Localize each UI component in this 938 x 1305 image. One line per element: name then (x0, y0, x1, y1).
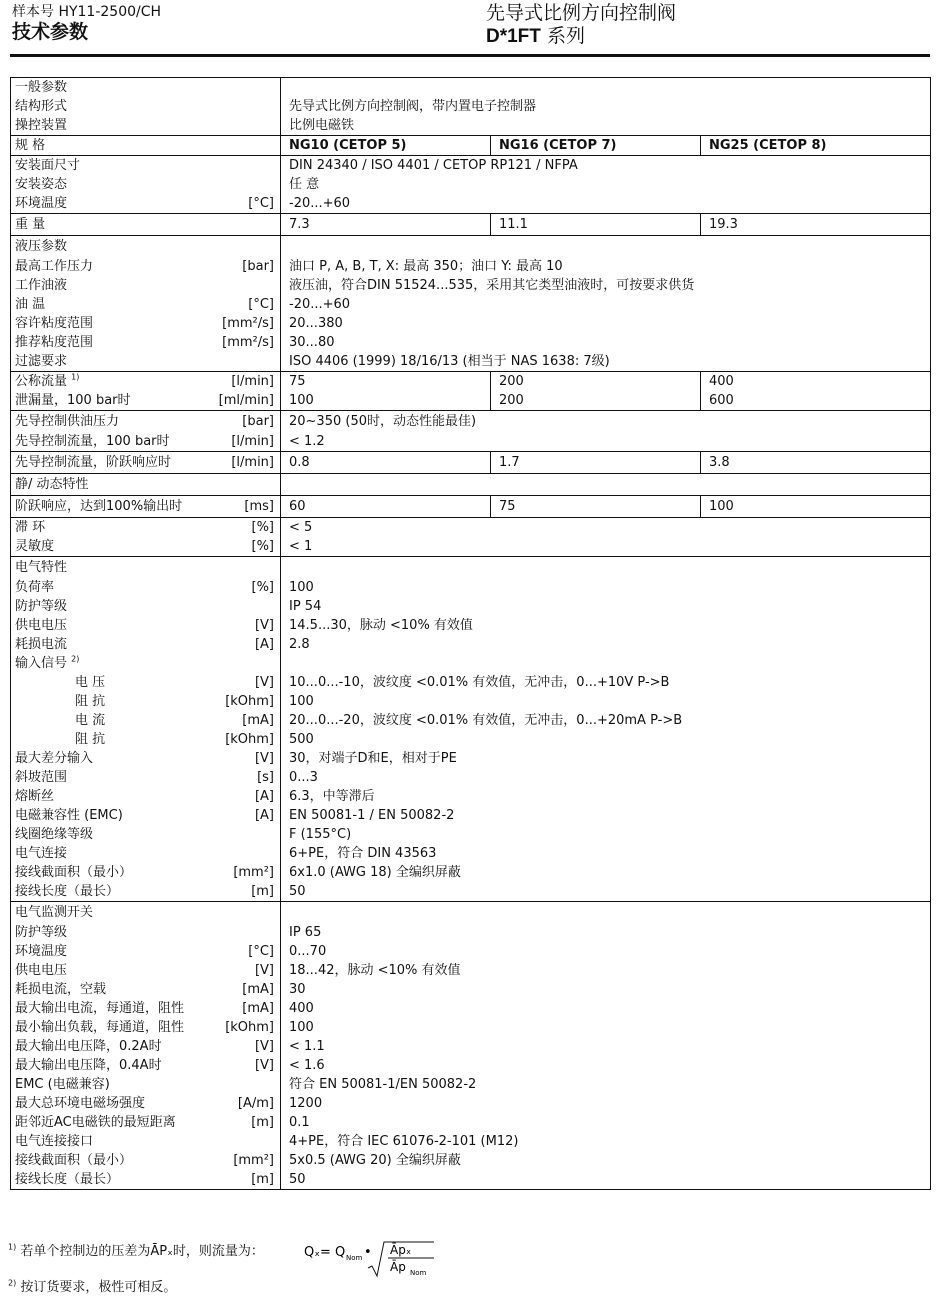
param-label: 环境温度 (11, 194, 201, 214)
leak-ng10: 100 (281, 391, 491, 411)
spec-row (11, 654, 931, 673)
param-value: 50 (281, 1170, 931, 1190)
step-ng25: 100 (701, 496, 931, 518)
param-unit: [%] (201, 518, 281, 538)
sample-number: 样本号 HY11-2500/CH (12, 4, 162, 20)
leak-ng16: 200 (491, 391, 701, 411)
param-value: -20...+60 (281, 194, 931, 214)
spec-row (11, 352, 931, 372)
param-label: 先导控制流量，阶跃响应时 (11, 452, 201, 474)
spec-row (11, 1075, 931, 1094)
spec-row-flow (11, 372, 931, 392)
footnote-ref: 1) (71, 372, 80, 382)
param-unit: [m] (201, 1113, 281, 1132)
param-value: 0...70 (281, 942, 931, 961)
param-value: 20...380 (281, 314, 931, 333)
footnote-text: 若单个控制边的压差为ĀPₓ时，则流量为： (20, 1244, 264, 1259)
formula-lhs: Qₓ= Q (304, 1245, 346, 1260)
param-value: 20~350 (50时，动态性能最佳) (281, 411, 931, 433)
spec-table (10, 77, 931, 1190)
step-ng10: 60 (281, 496, 491, 518)
spec-row (11, 1018, 931, 1037)
section-general (11, 78, 931, 98)
param-value: 0...3 (281, 768, 931, 787)
param-label: 公称流量 $^{1)}$ (11, 372, 201, 392)
spec-row-pilot-step (11, 452, 931, 474)
param-value: 比例电磁铁 (281, 116, 931, 136)
section-electrical (11, 557, 931, 579)
param-label: 电 压 (11, 673, 201, 692)
param-label: 重 量 (11, 214, 201, 236)
spec-row (11, 806, 931, 825)
param-unit: [bar] (201, 257, 281, 276)
pilot-step-ng16: 1.7 (491, 452, 701, 474)
flow-ng16: 200 (491, 372, 701, 392)
param-label: 斜坡范围 (11, 768, 201, 787)
formula-numerator: Āpₓ (390, 1243, 412, 1257)
footnote-text: 按订货要求，极性可相反。 (20, 1280, 177, 1295)
param-label: 过滤要求 (11, 352, 201, 372)
footnote-mark: 1) (8, 1242, 17, 1252)
footnote-1 (8, 1243, 264, 1261)
param-label: 安装面尺寸 (11, 156, 201, 176)
param-value: < 1.2 (281, 432, 931, 452)
param-unit: [V] (201, 673, 281, 692)
param-label: 灵敏度 (11, 537, 201, 557)
param-label: 先导控制供油压力 (11, 411, 201, 433)
param-unit: [m] (201, 1170, 281, 1190)
param-label: 电气连接接口 (11, 1132, 201, 1151)
formula-denominator: Āp (390, 1260, 406, 1274)
param-label: 防护等级 (11, 597, 201, 616)
spec-row-weight (11, 214, 931, 236)
formula-nom-sub: Nom (346, 1254, 363, 1262)
param-unit: [m] (201, 882, 281, 902)
section-hydraulic (11, 236, 931, 258)
param-value: 符合 EN 50081-1/EN 50082-2 (281, 1075, 931, 1094)
param-value: IP 65 (281, 923, 931, 942)
spec-row (11, 882, 931, 902)
param-unit: [%] (201, 578, 281, 597)
footnote-2 (8, 1279, 176, 1297)
param-unit: [l/min] (201, 372, 281, 392)
param-unit: [kOhm] (201, 692, 281, 711)
param-label: 操控装置 (11, 116, 201, 136)
param-unit: [mm²/s] (201, 333, 281, 352)
param-label: 接线长度（最长） (11, 1170, 201, 1190)
param-label: 线圈绝缘等级 (11, 825, 201, 844)
param-label: 最大输出电压降，0.2A时 (11, 1037, 201, 1056)
section-title: 静/ 动态特性 (11, 474, 201, 496)
spec-row (11, 1094, 931, 1113)
param-value: 100 (281, 578, 931, 597)
spec-row (11, 749, 931, 768)
spec-row-step (11, 496, 931, 518)
spec-row (11, 635, 931, 654)
param-value: < 1.6 (281, 1056, 931, 1075)
param-label: 电磁兼容性 (EMC) (11, 806, 201, 825)
param-unit: [V] (201, 616, 281, 635)
param-value: 0.1 (281, 1113, 931, 1132)
spec-row (11, 787, 931, 806)
spec-row (11, 711, 931, 730)
param-label: 先导控制流量，100 bar时 (11, 432, 201, 452)
series-title (486, 24, 676, 49)
param-label: 耗损电流，空载 (11, 980, 201, 999)
param-value: 500 (281, 730, 931, 749)
param-unit: [°C] (201, 194, 281, 214)
series-suffix: 系列 (546, 25, 585, 47)
param-label: 最大总环境电磁场强度 (11, 1094, 201, 1113)
param-value: ISO 4406 (1999) 18/16/13 (相当于 NAS 1638: 7级) (281, 352, 931, 372)
param-label: 滞 环 (11, 518, 201, 538)
param-value: 30...80 (281, 333, 931, 352)
flow-ng25: 400 (701, 372, 931, 392)
param-value: 100 (281, 692, 931, 711)
spec-row (11, 961, 931, 980)
header-left (12, 4, 161, 44)
spec-row (11, 194, 931, 214)
param-unit: [l/min] (201, 432, 281, 452)
param-label: 最高工作压力 (11, 257, 201, 276)
param-label: 容许粘度范围 (11, 314, 201, 333)
param-label: EMC (电磁兼容) (11, 1075, 201, 1094)
param-label: 接线截面积（最小） (11, 863, 201, 882)
param-label: 熔断丝 (11, 787, 201, 806)
section-title: 电气特性 (11, 557, 201, 579)
param-value: 2.8 (281, 635, 931, 654)
param-unit: [mA] (201, 711, 281, 730)
param-unit: [bar] (201, 411, 281, 433)
param-label: 规 格 (11, 136, 201, 156)
param-unit: [mm²/s] (201, 314, 281, 333)
spec-row (11, 597, 931, 616)
spec-row (11, 97, 931, 116)
section-title: 液压参数 (11, 236, 201, 258)
param-label: 工作油液 (11, 276, 201, 295)
spec-row (11, 980, 931, 999)
param-value: -20...+60 (281, 295, 931, 314)
param-unit: [V] (201, 1056, 281, 1075)
spec-row (11, 156, 931, 176)
param-value: 20...0...-20，波纹度 <0.01% 有效值，无冲击，0...+20mA P->B (281, 711, 931, 730)
param-value: 4+PE，符合 IEC 61076-2-101 (M12) (281, 1132, 931, 1151)
weight-ng16: 11.1 (491, 214, 701, 236)
section-static-dynamic (11, 474, 931, 496)
param-label: 耗损电流 (11, 635, 201, 654)
weight-ng10: 7.3 (281, 214, 491, 236)
param-label: 距邻近AC电磁铁的最短距离 (11, 1113, 201, 1132)
param-unit: [kOhm] (201, 1018, 281, 1037)
param-unit: [mA] (201, 999, 281, 1018)
param-value: 6.3，中等滞后 (281, 787, 931, 806)
size-ng16: NG16 (CETOP 7) (491, 136, 701, 156)
param-value: 任 意 (281, 175, 931, 194)
spec-row (11, 276, 931, 295)
param-unit: [V] (201, 1037, 281, 1056)
param-value: 14.5...30，脉动 <10% 有效值 (281, 616, 931, 635)
param-value: 18...42，脉动 <10% 有效值 (281, 961, 931, 980)
param-label: 防护等级 (11, 923, 201, 942)
param-unit: [°C] (201, 942, 281, 961)
param-unit: [V] (201, 749, 281, 768)
spec-row (11, 314, 931, 333)
param-label: 供电电压 (11, 961, 201, 980)
param-unit: [l/min] (201, 452, 281, 474)
param-value: 30，对端子D和E，相对于PE (281, 749, 931, 768)
param-value: 先导式比例方向控制阀，带内置电子控制器 (281, 97, 931, 116)
size-ng10: NG10 (CETOP 5) (281, 136, 491, 156)
param-unit: [mA] (201, 980, 281, 999)
param-unit: [V] (201, 961, 281, 980)
spec-row (11, 692, 931, 711)
spec-row (11, 116, 931, 136)
param-label: 推荐粘度范围 (11, 333, 201, 352)
spec-row-leak (11, 391, 931, 411)
param-label: 最小输出负载，每通道，阻性 (11, 1018, 201, 1037)
formula-den-sub: Nom (410, 1269, 427, 1277)
flow-ng10: 75 (281, 372, 491, 392)
spec-row (11, 1113, 931, 1132)
param-label: 阻 抗 (11, 730, 201, 749)
param-unit: [mm²] (201, 1151, 281, 1170)
spec-row (11, 1132, 931, 1151)
param-value: 6+PE，符合 DIN 43563 (281, 844, 931, 863)
section-title: 技术参数 (12, 21, 89, 43)
param-value: EN 50081-1 / EN 50082-2 (281, 806, 931, 825)
param-label: 供电电压 (11, 616, 201, 635)
spec-row (11, 333, 931, 352)
spec-row (11, 942, 931, 961)
spec-row (11, 295, 931, 314)
section-title: 一般参数 (11, 78, 201, 98)
spec-row-sizes (11, 136, 931, 156)
pilot-step-ng25: 3.8 (701, 452, 931, 474)
param-value: 油口 P, A, B, T, X: 最高 350；油口 Y: 最高 10 (281, 257, 931, 276)
param-label: 最大输出电流，每通道，阻性 (11, 999, 201, 1018)
param-value: < 5 (281, 518, 931, 538)
param-label: 接线长度（最长） (11, 882, 201, 902)
footnote-ref: 2) (71, 654, 80, 664)
param-label: 输入信号 $^{2)}$ (11, 654, 201, 673)
spec-row (11, 1037, 931, 1056)
param-label: 环境温度 (11, 942, 201, 961)
spec-row (11, 537, 931, 557)
param-label: 电 流 (11, 711, 201, 730)
param-label: 油 温 (11, 295, 201, 314)
param-unit: [ms] (201, 496, 281, 518)
param-label: 负荷率 (11, 578, 201, 597)
step-ng16: 75 (491, 496, 701, 518)
param-value: F (155°C) (281, 825, 931, 844)
param-label: 结构形式 (11, 97, 201, 116)
param-value: 50 (281, 882, 931, 902)
spec-row (11, 1056, 931, 1075)
param-label: 泄漏量，100 bar时 (11, 391, 201, 411)
param-label: 安装姿态 (11, 175, 201, 194)
param-value: 6x1.0 (AWG 18) 全编织屏蔽 (281, 863, 931, 882)
param-label: 电气连接 (11, 844, 201, 863)
param-label: 最大差分输入 (11, 749, 201, 768)
param-unit: [°C] (201, 295, 281, 314)
param-unit: [A] (201, 635, 281, 654)
footnote-mark: 2) (8, 1278, 17, 1288)
param-unit: [s] (201, 768, 281, 787)
param-value: < 1 (281, 537, 931, 557)
spec-row (11, 923, 931, 942)
param-value: 液压油，符合DIN 51524...535，采用其它类型油液时，可按要求供货 (281, 276, 931, 295)
spec-row (11, 1170, 931, 1190)
weight-ng25: 19.3 (701, 214, 931, 236)
param-value: 10...0...-10，波纹度 <0.01% 有效值，无冲击，0...+10V P->B (281, 673, 931, 692)
param-unit: [A] (201, 806, 281, 825)
param-label: 最大输出电压降，0.4A时 (11, 1056, 201, 1075)
formula-dot: • (364, 1245, 372, 1260)
product-title: 先导式比例方向控制阀 (486, 2, 677, 24)
param-unit: [A] (201, 787, 281, 806)
section-title: 电气监测开关 (11, 902, 201, 924)
spec-row (11, 175, 931, 194)
spec-row (11, 825, 931, 844)
leak-ng25: 600 (701, 391, 931, 411)
spec-row (11, 730, 931, 749)
param-unit: [%] (201, 537, 281, 557)
flow-formula (302, 1238, 452, 1280)
param-value: < 1.1 (281, 1037, 931, 1056)
param-unit: [ml/min] (201, 391, 281, 411)
spec-row (11, 768, 931, 787)
param-value: DIN 24340 / ISO 4401 / CETOP RP121 / NFPA (281, 156, 931, 176)
spec-row (11, 616, 931, 635)
pilot-step-ng10: 0.8 (281, 452, 491, 474)
size-ng25: NG25 (CETOP 8) (701, 136, 931, 156)
header-divider (10, 54, 930, 57)
spec-row (11, 863, 931, 882)
param-value: 30 (281, 980, 931, 999)
param-unit: [kOhm] (201, 730, 281, 749)
spec-row (11, 411, 931, 433)
series-code: D*1FT (486, 26, 541, 47)
param-value: IP 54 (281, 597, 931, 616)
spec-row (11, 432, 931, 452)
param-value: 5x0.5 (AWG 20) 全编织屏蔽 (281, 1151, 931, 1170)
param-unit: [A/m] (201, 1094, 281, 1113)
header-right (486, 2, 676, 49)
param-unit: [mm²] (201, 863, 281, 882)
section-monitor-switch (11, 902, 931, 924)
spec-row (11, 999, 931, 1018)
param-label: 阶跃响应，达到100%输出时 (11, 496, 201, 518)
spec-row (11, 518, 931, 538)
spec-row (11, 578, 931, 597)
spec-row (11, 673, 931, 692)
param-label: 阻 抗 (11, 692, 201, 711)
param-label: 接线截面积（最小） (11, 1151, 201, 1170)
spec-row (11, 1151, 931, 1170)
param-value: 1200 (281, 1094, 931, 1113)
param-value: 400 (281, 999, 931, 1018)
param-value: 100 (281, 1018, 931, 1037)
spec-row (11, 844, 931, 863)
spec-row (11, 257, 931, 276)
